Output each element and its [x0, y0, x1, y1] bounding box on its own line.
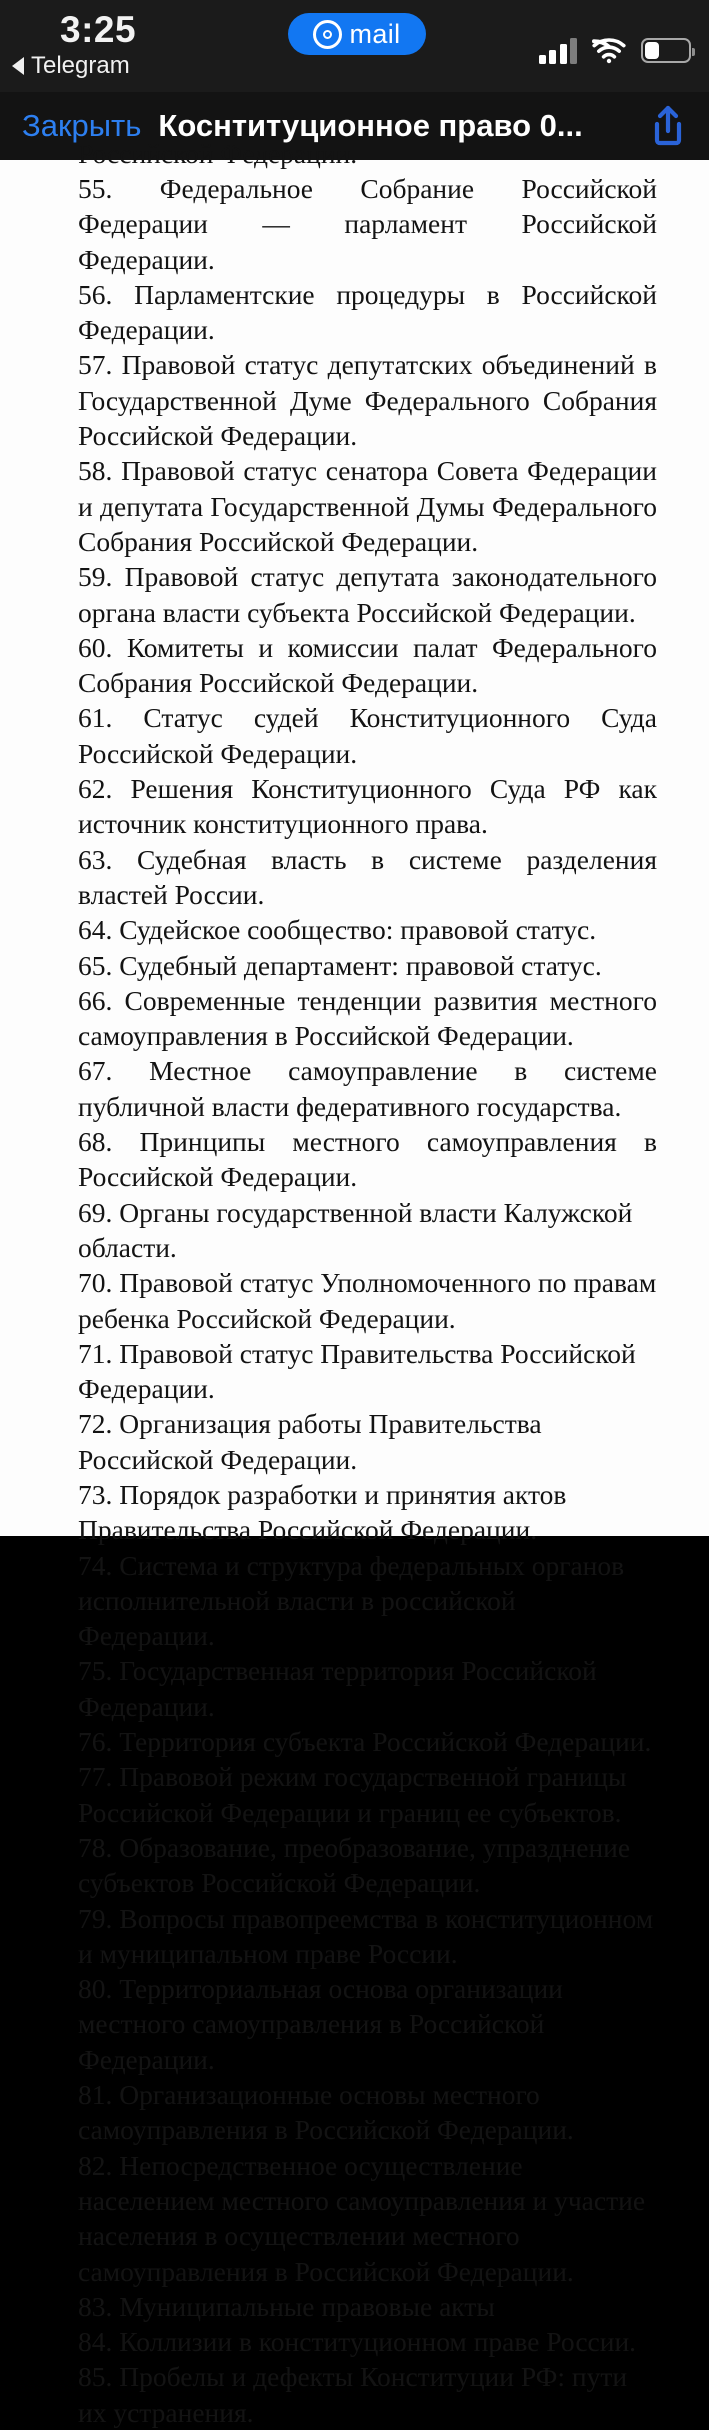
list-item: 84. Коллизии в конституционном праве России. [78, 2326, 637, 2358]
list-item: 72. Организация работы Правительства Российской Федерации. [78, 1408, 542, 1475]
list-item: 64. Судейское сообщество: правовой статус. [78, 914, 597, 946]
question-list [0, 171, 709, 2430]
list-item: 83. Муниципальные правовые акты [78, 2290, 495, 2322]
battery-level-fill [645, 42, 659, 59]
close-button[interactable]: Закрыть [22, 108, 142, 143]
list-item: 65. Судебный департамент: правовой статус. [78, 949, 602, 981]
list-item: 73. Порядок разработки и принятия актов Правительства Российской Федерации. [78, 1478, 567, 1546]
list-item: 76. Территория субъекта Российской Федерации. [78, 1726, 652, 1758]
list-item: 55. Федеральное Собрание Российской Федерации — парламент Российской Федерации. [78, 173, 657, 275]
status-bar-clock: 3:25 [60, 9, 137, 50]
list-item: 58. Правовой статус сенатора Совета Федерации и депутата Государственной Думы Федерального Собрания Российской Федерации. [78, 455, 657, 557]
list-item: 85. Пробелы и дефекты Конституции РФ: пути их устранения. [78, 2361, 628, 2428]
document-title: Коснтитуционное право 0... [158, 108, 583, 143]
list-item: 71. Правовой статус Правительства Российской Федерации. [78, 1337, 636, 1405]
list-item: 56. Парламентские процедуры в Российской Федерации. [78, 278, 657, 346]
list-item: 62. Решения Конституционного Суда РФ как источник конституционного права. [78, 773, 657, 840]
list-item: 66. Современные тенденции развития местного самоуправления в Российской Федерации. [78, 984, 657, 1052]
list-item: 77. Правовой режим государственной границы Российской Федерации и границ ее субъектов. [78, 1761, 627, 1828]
list-item: 59. Правовой статус депутата законодательного органа власти субъекта Российской Федерации. [78, 561, 657, 628]
list-item: 60. Комитеты и комиссии палат Федерального Собрания Российской Федерации. [78, 631, 657, 699]
at-sign-icon [313, 20, 342, 49]
list-item: 68. Принципы местного самоуправления в Российской Федерации. [78, 1126, 657, 1193]
list-item: 80. Территориальная основа организации местного самоуправления в Российской Федерации. [78, 1973, 563, 2075]
list-item: 82. Непосредственное осуществление населением местного самоуправления и участие населения в осуществлении местного самоуправления в Российской Федерации. [78, 2149, 646, 2287]
list-item: 78. Образование, преобразование, упразднение субъектов Российской Федерации. [78, 1831, 631, 1899]
back-to-telegram-link[interactable] [12, 52, 130, 80]
list-item: 74. Система и структура федеральных органов исполнительной власти в российской Федерации. [78, 1549, 625, 1652]
list-item: 81. Организационные основы местного самоуправления в Российской Федерации. [78, 2079, 574, 2146]
list-item: 75. Государственная территория Российской Федерации. [78, 1655, 597, 1722]
list-item: 63. Судебная власть в системе разделения властей России. [78, 843, 657, 910]
list-item: 69. Органы государственной власти Калужской области. [78, 1196, 633, 1263]
document-scroll-area[interactable] [0, 138, 709, 2428]
battery-icon [641, 38, 691, 63]
clipped-previous-line [0, 138, 709, 171]
cellular-signal-icon [539, 38, 578, 64]
back-triangle-icon [12, 57, 24, 75]
wifi-icon [592, 37, 626, 63]
list-item: 70. Правовой статус Уполномоченного по правам ребенка Российской Федерации. [78, 1267, 657, 1334]
status-bar [0, 0, 709, 92]
list-item: 57. Правовой статус депутатских объединений в Государственной Думе Федерального Собрания Российской Федерации. [78, 349, 657, 452]
document-page [0, 138, 709, 2430]
dynamic-island-label: mail [349, 19, 401, 49]
back-app-label: Telegram [31, 52, 130, 79]
dynamic-island-mail-pill[interactable] [288, 13, 426, 55]
clipped-previous-line-text: Российской Федерации. [78, 138, 358, 169]
status-bar-indicators [539, 24, 692, 64]
list-item: 67. Местное самоуправление в системе публичной власти федеративного государства. [78, 1055, 657, 1122]
list-item: 61. Статус судей Конституционного Суда Российской Федерации. [78, 702, 657, 769]
list-item: 79. Вопросы правопреемства в конституционном и муниципальном праве России. [78, 1902, 654, 1969]
